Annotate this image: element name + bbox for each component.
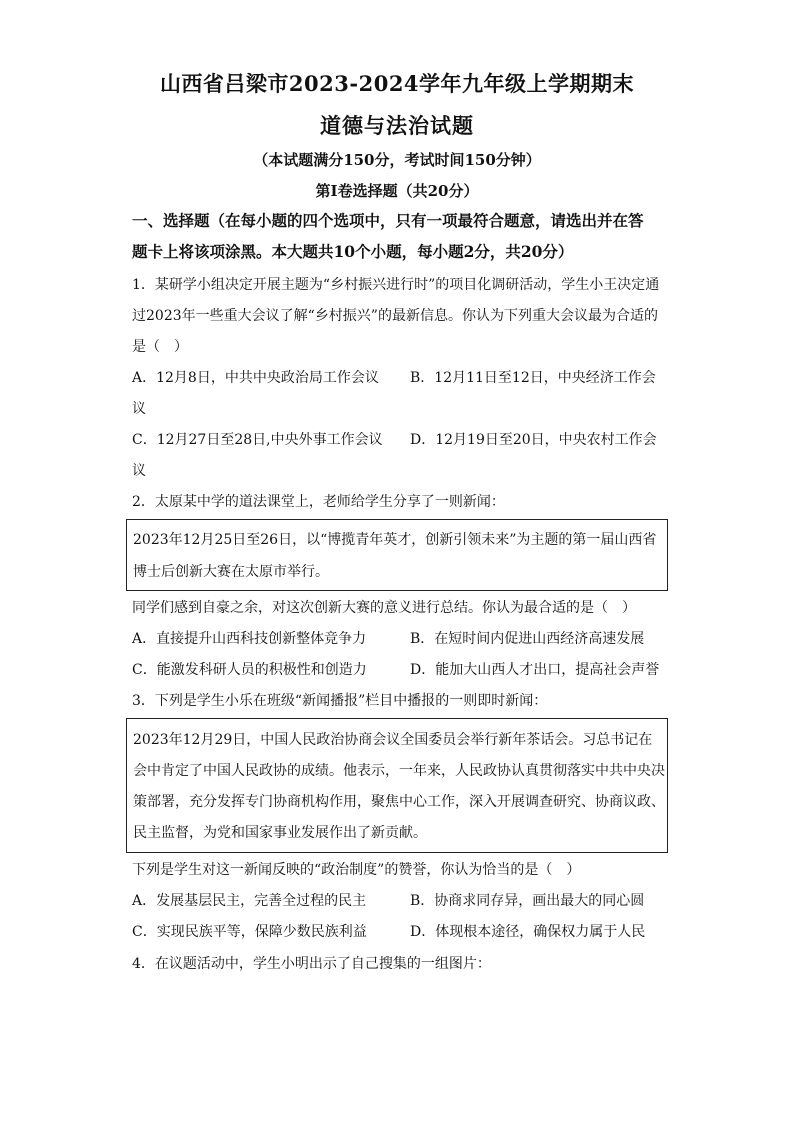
news-text: 会中肯定了中国人民政协的成绩。他表示，一年来，人民政协认真贯彻落实中共中央决 (133, 763, 665, 779)
question-1-stem: 是（ ） (132, 339, 188, 355)
exam-note: （本试题满分150分，考试时间150分钟） (253, 151, 541, 169)
q2-option-d: D．能加大山西人才出口，提高社会声誉 (410, 662, 660, 678)
q2-option-a: A．直接提升山西科技创新整体竞争力 (132, 631, 367, 647)
exam-title: 山西省吕梁市2023-2024学年九年级上学期期末 (159, 71, 635, 96)
question-1-stem: 1．某研学小组决定开展主题为“乡村振兴进行时”的项目化调研活动，学生小王决定通 (132, 277, 660, 293)
q3-option-a: A．发展基层民主，完善全过程的民主 (132, 893, 367, 909)
q2-option-b: B．在短时间内促进山西经济高速发展 (410, 631, 645, 647)
q1-option-d: D．12月19日至20日，中央农村工作会 (410, 432, 657, 448)
news-text: 民主监督，为党和国家事业发展作出了新贡献。 (133, 825, 427, 841)
q1-option-d-continued: 议 (132, 463, 146, 479)
news-text: 策部署，充分发挥专门协商机构作用，聚焦中心工作，深入开展调查研究、协商议政、 (133, 794, 665, 810)
question-4-stem: 4．在议题活动中，学生小明出示了自己搜集的一组图片： (132, 956, 491, 972)
q3-option-d: D．体现根本途径，确保权力属于人民 (410, 924, 646, 940)
exam-subject: 道德与法治试题 (320, 113, 474, 138)
question-2-stem: 2．太原某中学的道法课堂上，老师给学生分享了一则新闻： (132, 494, 505, 510)
q1-option-b: B．12月11日至12日，中央经济工作会 (410, 370, 656, 386)
news-box (126, 519, 668, 591)
q1-option-c: C．12月27日至28日,中央外事工作会议 (132, 432, 383, 448)
q3-option-c: C．实现民族平等，保障少数民族利益 (132, 924, 367, 940)
question-2-ask: 同学们感到自豪之余，对这次创新大赛的意义进行总结。你认为最合适的是（ ） (132, 600, 636, 616)
news-text: 2023年12月29日，中国人民政治协商会议全国委员会举行新年茶话会。习总书记在 (133, 732, 653, 748)
section-heading: 第Ⅰ卷选择题（共20分） (315, 182, 479, 200)
instructions-line: 一、选择题（在每小题的四个选项中，只有一项最符合题意，请选出并在答 (132, 211, 644, 230)
question-3-stem: 3．下列是学生小乐在班级“新闻播报”栏目中播报的一则即时新闻： (132, 693, 548, 709)
q1-option-b-continued: 议 (132, 401, 146, 417)
news-text: 2023年12月25日至26日，以“博揽青年英才，创新引领未来”为主题的第一届山西省 (133, 532, 657, 548)
q1-option-a: A．12月8日，中共中央政治局工作会议 (132, 370, 379, 386)
q3-option-b: B．协商求同存异，画出最大的同心圆 (410, 893, 645, 909)
q2-option-c: C．能激发科研人员的积极性和创造力 (132, 662, 367, 678)
question-3-ask: 下列是学生对这一新闻反映的“政治制度”的赞誉，你认为恰当的是（ ） (132, 862, 581, 878)
news-box (126, 718, 668, 853)
question-1-stem: 过2023年一些重大会议了解“乡村振兴”的最新信息。你认为下列重大会议最为合适的 (132, 308, 658, 324)
news-text: 博士后创新大赛在太原市举行。 (133, 564, 329, 580)
instructions-line: 题卡上将该项涂黑。本大题共10个小题，每小题2分，共20分） (132, 242, 574, 261)
